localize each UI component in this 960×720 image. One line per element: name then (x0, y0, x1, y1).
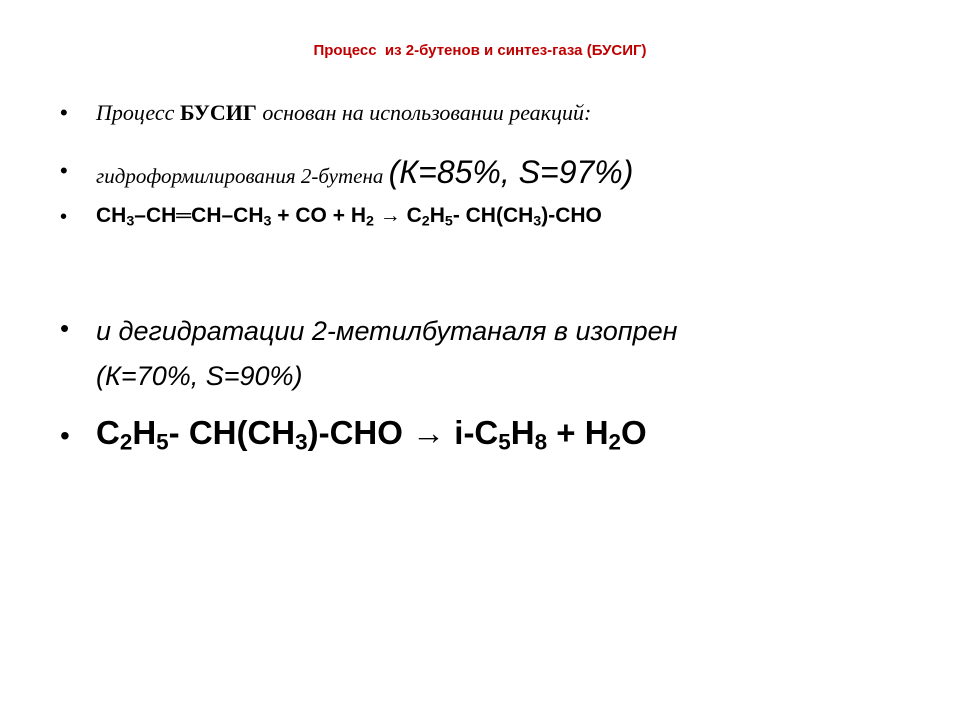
hydroformylation-metrics: (К=85%, S=97%) (388, 154, 634, 190)
bullet-marker: • (60, 206, 68, 228)
dehydration-metrics: (К=70%, S=90%) (96, 361, 303, 391)
reaction-arrow-icon: → (373, 204, 407, 227)
dehydration-text: и дегидратации 2-метилбутаналя в изопрен (К=70%, S=90%) (96, 309, 678, 399)
process-description: Процесс БУСИГ основан на использовании реакций: (96, 100, 592, 125)
hydroformylation-text: гидроформилирования 2-бутена (К=85%, S=97%) (96, 154, 634, 190)
hydroformylation-equation: $CH_3-CH═CH-CH_3$ + CO + $H_2 \to C_2H_5-$ $CH(CH_3)$-CHO (96, 204, 602, 230)
dehydration-equation: $C_2H_5-$ $CH(CH_3)$-CHO → $i-C_5H_8 + H_2O$ (96, 414, 647, 455)
reaction-arrow-icon: → (412, 414, 446, 451)
bullet-marker: • (60, 100, 68, 125)
slide-title: Процесс из 2-бутенов и синтез-газа (БУСИГ) (313, 42, 647, 59)
bullet-marker: • (60, 158, 68, 183)
bullet-marker: • (60, 420, 70, 451)
bullet-marker: • (60, 313, 70, 343)
process-name: БУСИГ (179, 100, 257, 125)
